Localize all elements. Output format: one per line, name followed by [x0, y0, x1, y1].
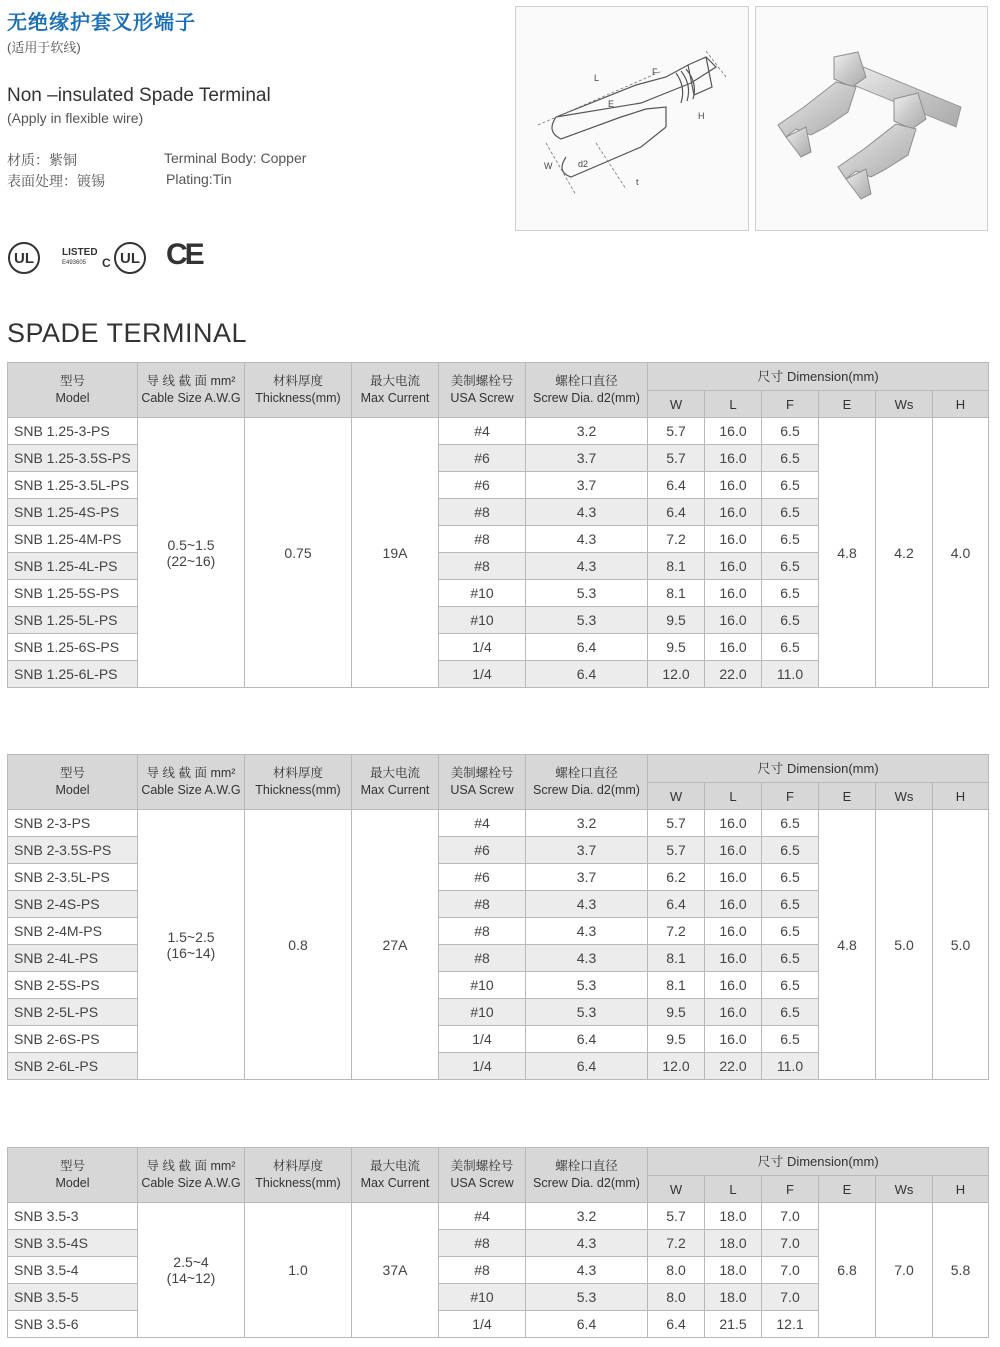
svg-text:F: F: [652, 67, 658, 77]
thickness-cell: 0.75: [245, 418, 352, 688]
dim-w-cell: 9.5: [648, 607, 705, 634]
usa-screw-cell: #6: [439, 864, 526, 891]
dim-l-cell: 16.0: [705, 918, 762, 945]
max-current-cell: 27A: [352, 810, 439, 1080]
dim-w-cell: 7.2: [648, 918, 705, 945]
header-dim-e: E: [819, 391, 876, 418]
header-cable-size: 导 线 截 面 mm² Cable Size A.W.G: [138, 363, 245, 418]
dim-h-cell: 5.8: [933, 1203, 989, 1338]
dim-w-cell: 7.2: [648, 1230, 705, 1257]
dim-l-cell: 16.0: [705, 891, 762, 918]
dimension-drawing: [515, 6, 749, 231]
screw-dia-cell: 3.7: [526, 837, 648, 864]
spec-table-2: [7, 754, 989, 1080]
model-cell: SNB 2-3.5S-PS: [8, 837, 138, 864]
model-cell: SNB 3.5-3: [8, 1203, 138, 1230]
dim-l-cell: 18.0: [705, 1203, 762, 1230]
dim-w-cell: 9.5: [648, 1026, 705, 1053]
header-cable-size: 导 线 截 面 mm² Cable Size A.W.G: [138, 1148, 245, 1203]
ce-logo: CE: [166, 238, 202, 271]
dim-f-cell: 7.0: [762, 1230, 819, 1257]
model-cell: SNB 1.25-3.5S-PS: [8, 445, 138, 472]
dim-f-cell: 6.5: [762, 918, 819, 945]
spec-table-1-25: [7, 362, 989, 688]
dim-w-cell: 5.7: [648, 445, 705, 472]
dim-l-cell: 18.0: [705, 1257, 762, 1284]
usa-screw-cell: 1/4: [439, 661, 526, 688]
screw-dia-cell: 3.7: [526, 445, 648, 472]
screw-dia-cell: 6.4: [526, 1311, 648, 1338]
model-cell: SNB 3.5-6: [8, 1311, 138, 1338]
usa-screw-cell: #8: [439, 1230, 526, 1257]
usa-screw-cell: #6: [439, 837, 526, 864]
usa-screw-cell: #10: [439, 999, 526, 1026]
usa-screw-cell: #8: [439, 891, 526, 918]
model-cell: SNB 2-5L-PS: [8, 999, 138, 1026]
header-dim-l: L: [705, 783, 762, 810]
header-dim-h: H: [933, 1176, 989, 1203]
header-usa-screw: 美制螺栓号 USA Screw: [439, 1148, 526, 1203]
material-cn: 材质：紫铜: [7, 152, 77, 168]
dim-w-cell: 6.4: [648, 499, 705, 526]
header-usa-screw: 美制螺栓号 USA Screw: [439, 755, 526, 810]
dim-w-cell: 5.7: [648, 837, 705, 864]
dim-f-cell: 6.5: [762, 810, 819, 837]
svg-text:W: W: [544, 161, 553, 171]
model-cell: SNB 1.25-6S-PS: [8, 634, 138, 661]
dim-l-cell: 16.0: [705, 837, 762, 864]
header-dim-ws: Ws: [876, 783, 933, 810]
dim-f-cell: 7.0: [762, 1203, 819, 1230]
usa-screw-cell: 1/4: [439, 634, 526, 661]
model-cell: SNB 1.25-3.5L-PS: [8, 472, 138, 499]
dim-f-cell: 7.0: [762, 1284, 819, 1311]
header-model: 型号 Model: [8, 1148, 138, 1203]
table-row: [8, 1203, 989, 1230]
screw-dia-cell: 6.4: [526, 634, 648, 661]
usa-screw-cell: #8: [439, 553, 526, 580]
dim-f-cell: 6.5: [762, 445, 819, 472]
usa-screw-cell: #10: [439, 607, 526, 634]
chinese-subtitle: (适用于软线): [7, 40, 81, 55]
dim-h-cell: 5.0: [933, 810, 989, 1080]
cable-size-cell: 0.5~1.5 (22~16): [138, 418, 245, 688]
dim-l-cell: 16.0: [705, 580, 762, 607]
model-cell: SNB 2-3.5L-PS: [8, 864, 138, 891]
cul-logo: UL: [114, 242, 146, 274]
dim-f-cell: 6.5: [762, 864, 819, 891]
header-screw-dia: 螺栓口直径 Screw Dia. d2(mm): [526, 363, 648, 418]
header-dim-w: W: [648, 1176, 705, 1203]
header-max-current: 最大电流 Max Current: [352, 1148, 439, 1203]
header-dimension: 尺寸 Dimension(mm): [648, 363, 989, 391]
model-cell: SNB 1.25-5S-PS: [8, 580, 138, 607]
header-screw-dia: 螺栓口直径 Screw Dia. d2(mm): [526, 755, 648, 810]
dim-f-cell: 6.5: [762, 580, 819, 607]
max-current-cell: 19A: [352, 418, 439, 688]
dim-l-cell: 16.0: [705, 1026, 762, 1053]
product-photo: [755, 6, 988, 231]
header-thickness: 材料厚度 Thickness(mm): [245, 363, 352, 418]
section-title: SPADE TERMINAL: [7, 318, 248, 348]
usa-screw-cell: #8: [439, 499, 526, 526]
dim-w-cell: 6.4: [648, 472, 705, 499]
dim-f-cell: 6.5: [762, 891, 819, 918]
dim-f-cell: 6.5: [762, 1026, 819, 1053]
dim-f-cell: 6.5: [762, 526, 819, 553]
listed-mark: LISTED E493605: [62, 247, 98, 266]
usa-screw-cell: #6: [439, 445, 526, 472]
dim-l-cell: 16.0: [705, 445, 762, 472]
screw-dia-cell: 5.3: [526, 1284, 648, 1311]
dim-w-cell: 5.7: [648, 1203, 705, 1230]
header-dim-e: E: [819, 783, 876, 810]
dim-f-cell: 6.5: [762, 837, 819, 864]
dim-f-cell: 6.5: [762, 945, 819, 972]
spade-terminal-photo-icon: [756, 7, 987, 230]
usa-screw-cell: 1/4: [439, 1311, 526, 1338]
plating-en: Plating:Tin: [166, 171, 232, 187]
table-row: [8, 810, 989, 837]
usa-screw-cell: #4: [439, 1203, 526, 1230]
screw-dia-cell: 4.3: [526, 918, 648, 945]
max-current-cell: 37A: [352, 1203, 439, 1338]
usa-screw-cell: 1/4: [439, 1053, 526, 1080]
dim-w-cell: 8.1: [648, 553, 705, 580]
screw-dia-cell: 3.2: [526, 810, 648, 837]
usa-screw-cell: #4: [439, 418, 526, 445]
header-cable-size: 导 线 截 面 mm² Cable Size A.W.G: [138, 755, 245, 810]
screw-dia-cell: 6.4: [526, 1053, 648, 1080]
thickness-cell: 0.8: [245, 810, 352, 1080]
dim-l-cell: 22.0: [705, 1053, 762, 1080]
dim-w-cell: 7.2: [648, 526, 705, 553]
english-subtitle: (Apply in flexible wire): [7, 110, 144, 126]
screw-dia-cell: 4.3: [526, 553, 648, 580]
model-cell: SNB 2-4L-PS: [8, 945, 138, 972]
model-cell: SNB 2-4M-PS: [8, 918, 138, 945]
dim-ws-cell: 4.2: [876, 418, 933, 688]
header-dim-f: F: [762, 1176, 819, 1203]
header-dimension: 尺寸 Dimension(mm): [648, 755, 989, 783]
screw-dia-cell: 3.2: [526, 1203, 648, 1230]
spade-terminal-drawing-icon: [516, 7, 748, 230]
svg-text:L: L: [594, 73, 600, 83]
screw-dia-cell: 4.3: [526, 891, 648, 918]
screw-dia-cell: 4.3: [526, 945, 648, 972]
header-dim-w: W: [648, 783, 705, 810]
dim-l-cell: 16.0: [705, 526, 762, 553]
header-thickness: 材料厚度 Thickness(mm): [245, 755, 352, 810]
header-dim-l: L: [705, 1176, 762, 1203]
dim-h-cell: 4.0: [933, 418, 989, 688]
cable-size-cell: 2.5~4 (14~12): [138, 1203, 245, 1338]
usa-screw-cell: #8: [439, 945, 526, 972]
dim-l-cell: 21.5: [705, 1311, 762, 1338]
table-row: [8, 418, 989, 445]
dim-l-cell: 16.0: [705, 810, 762, 837]
usa-screw-cell: #8: [439, 918, 526, 945]
header-thickness: 材料厚度 Thickness(mm): [245, 1148, 352, 1203]
model-cell: SNB 1.25-3-PS: [8, 418, 138, 445]
dim-w-cell: 6.2: [648, 864, 705, 891]
header-dim-l: L: [705, 391, 762, 418]
dim-l-cell: 16.0: [705, 553, 762, 580]
header-dim-e: E: [819, 1176, 876, 1203]
header-dim-w: W: [648, 391, 705, 418]
dim-ws-cell: 5.0: [876, 810, 933, 1080]
screw-dia-cell: 5.3: [526, 972, 648, 999]
dim-w-cell: 8.0: [648, 1257, 705, 1284]
header-model: 型号 Model: [8, 755, 138, 810]
screw-dia-cell: 3.7: [526, 864, 648, 891]
svg-text:H: H: [698, 111, 705, 121]
screw-dia-cell: 6.4: [526, 1026, 648, 1053]
dim-l-cell: 16.0: [705, 999, 762, 1026]
dim-w-cell: 9.5: [648, 999, 705, 1026]
dim-l-cell: 16.0: [705, 607, 762, 634]
screw-dia-cell: 4.3: [526, 526, 648, 553]
svg-text:E: E: [608, 99, 615, 109]
dim-e-cell: 4.8: [819, 418, 876, 688]
usa-screw-cell: #10: [439, 580, 526, 607]
dim-w-cell: 8.1: [648, 580, 705, 607]
dim-f-cell: 7.0: [762, 1257, 819, 1284]
screw-dia-cell: 3.7: [526, 472, 648, 499]
model-cell: SNB 2-5S-PS: [8, 972, 138, 999]
header-dim-ws: Ws: [876, 1176, 933, 1203]
thickness-cell: 1.0: [245, 1203, 352, 1338]
dim-l-cell: 16.0: [705, 418, 762, 445]
dim-e-cell: 4.8: [819, 810, 876, 1080]
dim-w-cell: 8.1: [648, 972, 705, 999]
header-dim-ws: Ws: [876, 391, 933, 418]
dim-w-cell: 8.0: [648, 1284, 705, 1311]
dim-l-cell: 18.0: [705, 1284, 762, 1311]
usa-screw-cell: #6: [439, 472, 526, 499]
screw-dia-cell: 4.3: [526, 499, 648, 526]
chinese-product-title: 无绝缘护套叉形端子: [7, 12, 196, 34]
dim-ws-cell: 7.0: [876, 1203, 933, 1338]
model-cell: SNB 3.5-4S: [8, 1230, 138, 1257]
dim-l-cell: 16.0: [705, 499, 762, 526]
header-dim-f: F: [762, 391, 819, 418]
dim-l-cell: 16.0: [705, 472, 762, 499]
dim-l-cell: 16.0: [705, 972, 762, 999]
model-cell: SNB 2-3-PS: [8, 810, 138, 837]
plating-cn: 表面处理：镀锡: [7, 173, 105, 189]
dim-f-cell: 11.0: [762, 1053, 819, 1080]
header-screw-dia: 螺栓口直径 Screw Dia. d2(mm): [526, 1148, 648, 1203]
model-cell: SNB 3.5-4: [8, 1257, 138, 1284]
svg-text:d2: d2: [578, 159, 589, 169]
ul-logo: UL: [8, 242, 40, 274]
spec-table-3-5: [7, 1147, 989, 1338]
c-mark: C: [102, 256, 111, 270]
dim-l-cell: 18.0: [705, 1230, 762, 1257]
screw-dia-cell: 6.4: [526, 661, 648, 688]
dim-f-cell: 6.5: [762, 634, 819, 661]
header-usa-screw: 美制螺栓号 USA Screw: [439, 363, 526, 418]
usa-screw-cell: #10: [439, 972, 526, 999]
model-cell: SNB 1.25-6L-PS: [8, 661, 138, 688]
header-model: 型号 Model: [8, 363, 138, 418]
dim-w-cell: 8.1: [648, 945, 705, 972]
dim-f-cell: 6.5: [762, 607, 819, 634]
model-cell: SNB 2-6S-PS: [8, 1026, 138, 1053]
header-dim-f: F: [762, 783, 819, 810]
dim-f-cell: 6.5: [762, 553, 819, 580]
header-max-current: 最大电流 Max Current: [352, 363, 439, 418]
dim-w-cell: 6.4: [648, 1311, 705, 1338]
dim-l-cell: 16.0: [705, 634, 762, 661]
usa-screw-cell: #10: [439, 1284, 526, 1311]
screw-dia-cell: 5.3: [526, 999, 648, 1026]
screw-dia-cell: 3.2: [526, 418, 648, 445]
screw-dia-cell: 5.3: [526, 580, 648, 607]
dim-w-cell: 12.0: [648, 661, 705, 688]
dim-f-cell: 6.5: [762, 972, 819, 999]
usa-screw-cell: #8: [439, 526, 526, 553]
svg-text:t: t: [636, 177, 639, 187]
model-cell: SNB 1.25-4M-PS: [8, 526, 138, 553]
usa-screw-cell: #4: [439, 810, 526, 837]
dim-l-cell: 22.0: [705, 661, 762, 688]
header-dimension: 尺寸 Dimension(mm): [648, 1148, 989, 1176]
model-cell: SNB 1.25-5L-PS: [8, 607, 138, 634]
screw-dia-cell: 5.3: [526, 607, 648, 634]
usa-screw-cell: 1/4: [439, 1026, 526, 1053]
header-max-current: 最大电流 Max Current: [352, 755, 439, 810]
model-cell: SNB 1.25-4L-PS: [8, 553, 138, 580]
model-cell: SNB 3.5-5: [8, 1284, 138, 1311]
dim-l-cell: 16.0: [705, 945, 762, 972]
model-cell: SNB 2-6L-PS: [8, 1053, 138, 1080]
dim-f-cell: 11.0: [762, 661, 819, 688]
screw-dia-cell: 4.3: [526, 1230, 648, 1257]
english-product-title: Non –insulated Spade Terminal: [7, 85, 271, 106]
header-dim-h: H: [933, 391, 989, 418]
dim-w-cell: 9.5: [648, 634, 705, 661]
model-cell: SNB 2-4S-PS: [8, 891, 138, 918]
cable-size-cell: 1.5~2.5 (16~14): [138, 810, 245, 1080]
material-en: Terminal Body: Copper: [164, 150, 307, 166]
model-cell: SNB 1.25-4S-PS: [8, 499, 138, 526]
dim-w-cell: 5.7: [648, 418, 705, 445]
dim-f-cell: 12.1: [762, 1311, 819, 1338]
dim-l-cell: 16.0: [705, 864, 762, 891]
screw-dia-cell: 4.3: [526, 1257, 648, 1284]
header-dim-h: H: [933, 783, 989, 810]
dim-w-cell: 12.0: [648, 1053, 705, 1080]
dim-e-cell: 6.8: [819, 1203, 876, 1338]
dim-f-cell: 6.5: [762, 499, 819, 526]
dim-w-cell: 6.4: [648, 891, 705, 918]
dim-w-cell: 5.7: [648, 810, 705, 837]
dim-f-cell: 6.5: [762, 472, 819, 499]
dim-f-cell: 6.5: [762, 418, 819, 445]
usa-screw-cell: #8: [439, 1257, 526, 1284]
dim-f-cell: 6.5: [762, 999, 819, 1026]
